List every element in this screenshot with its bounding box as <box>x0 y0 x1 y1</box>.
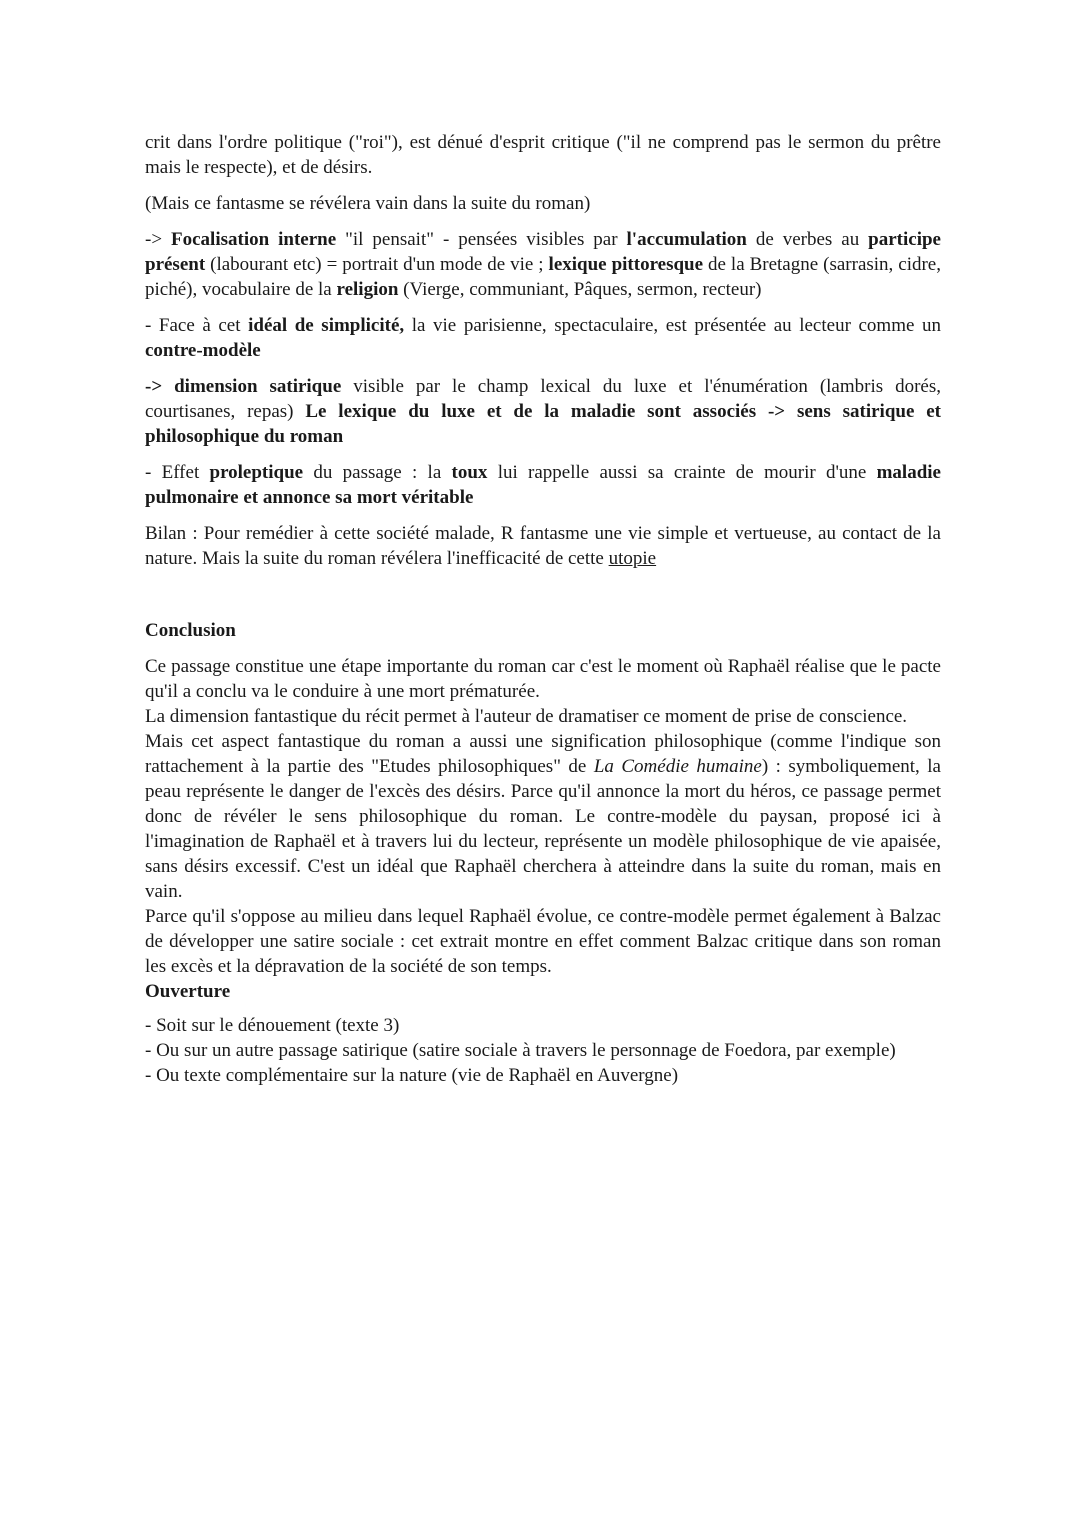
text-run: - Face à cet <box>145 315 249 336</box>
bold-run: maladie pulmonaire et annonce sa mort véritable <box>145 462 941 508</box>
paragraph-internal-focalisation <box>145 227 941 302</box>
ouverture-heading: Ouverture <box>145 981 231 1002</box>
list-item: - Ou texte complémentaire sur la nature (vie de Raphaël en Auvergne) <box>145 1065 679 1086</box>
section-spacer <box>145 582 941 618</box>
text-run: (labourant etc) = portrait d'un mode de vie ; <box>205 254 549 275</box>
list-item: - Ou sur un autre passage satirique (satire sociale à travers le personnage de Foedora, par exemple) <box>145 1040 896 1061</box>
text-run: (Vierge, communiant, Pâques, sermon, recteur) <box>398 279 762 300</box>
paragraph-simplicity-ideal <box>145 313 941 363</box>
text-run: de la Bretagne (sarrasin, cidre, piché), vocabulaire de la <box>145 254 941 300</box>
bold-run: religion <box>336 279 399 300</box>
bold-run: -> dimension satirique <box>145 376 342 397</box>
text-run: la vie parisienne, spectaculaire, est présentée au lecteur comme un <box>404 315 941 336</box>
paragraph-character-description <box>145 130 941 180</box>
conclusion-paragraph-3 <box>145 729 941 904</box>
text-run: Mais cet aspect fantastique du roman a aussi une signification philosophique (comme l'indique son rattachement à la partie des "Etudes philosophiques" de <box>145 731 941 777</box>
list-item: - Soit sur le dénouement (texte 3) <box>145 1015 400 1036</box>
underlined-run: utopie <box>608 548 657 569</box>
bold-run: Focalisation interne <box>171 229 337 250</box>
text-run: "il pensait" - pensées visibles par <box>336 229 627 250</box>
paragraph-text: Ce passage constitue une étape importante du roman car c'est le moment où Raphaël réalise que le pacte qu'il a conclu va le conduire à une mort prématurée. <box>145 656 941 702</box>
text-run: visible par le champ lexical du luxe et l'énumération (lambris dorés, courtisanes, repas) <box>145 376 941 422</box>
bold-run: proleptique <box>209 462 304 483</box>
ouverture-list <box>145 1013 941 1088</box>
conclusion-paragraph-4 <box>145 904 941 979</box>
paragraph-fantasy-note <box>145 191 941 216</box>
paragraph-bilan <box>145 521 941 571</box>
italic-run: La Comédie humaine <box>593 756 762 777</box>
document-page <box>145 130 941 1088</box>
bold-run: participe présent <box>145 229 941 275</box>
conclusion-paragraph-1 <box>145 654 941 704</box>
text-run: lui rappelle aussi sa crainte de mourir d'une <box>487 462 877 483</box>
bold-run: Le lexique du luxe et de la maladie sont associés -> sens satirique et philosophique du roman <box>145 401 941 447</box>
bold-run: lexique pittoresque <box>548 254 704 275</box>
paragraph-satirical-dimension <box>145 374 941 449</box>
bold-run: l'accumulation <box>626 229 747 250</box>
paragraph-text: Parce qu'il s'oppose au milieu dans lequel Raphaël évolue, ce contre-modèle permet également à Balzac de développer une satire sociale : cet extrait montre en effet comment Balzac critique dans son roman les excès et la dépravation de la société de son temps. <box>145 906 941 977</box>
conclusion-paragraph-2 <box>145 704 941 729</box>
text-run: Bilan : Pour remédier à cette société malade, R fantasme une vie simple et vertueuse, au contact de la nature. Mais la suite du roman révélera l'inefficacité de cette <box>145 523 941 569</box>
text-run: -> <box>145 229 172 250</box>
text-run: de verbes au <box>746 229 869 250</box>
paragraph-text: (Mais ce fantasme se révélera vain dans la suite du roman) <box>145 193 591 214</box>
text-run: - Effet <box>145 462 210 483</box>
text-run: du passage : la <box>303 462 452 483</box>
text-run: ) : symboliquement, la peau représente le danger de l'excès des désirs. Parce qu'il annonce la mort du héros, ce passage permet donc de révéler le sens philosophique du roman. Le contre-modèle du paysan, proposé ici à l'imagination de Raphaël et à travers lui du lecteur, représente un modèle philosophique de vie apaisée, sans désirs excessif. C'est un idéal que Raphaël cherchera à atteindre dans la suite du roman, mais en vain. <box>145 756 941 902</box>
bold-run: idéal de simplicité, <box>248 315 405 336</box>
bold-run: contre-modèle <box>145 340 261 361</box>
paragraph-text: La dimension fantastique du récit permet à l'auteur de dramatiser ce moment de prise de conscience. <box>145 706 908 727</box>
conclusion-heading: Conclusion <box>145 620 236 641</box>
paragraph-text: crit dans l'ordre politique ("roi"), est dénué d'esprit critique ("il ne comprend pas le sermon du prêtre mais le respecte), et de désirs. <box>145 132 941 178</box>
paragraph-proleptic-effect <box>145 460 941 510</box>
bold-run: toux <box>451 462 488 483</box>
